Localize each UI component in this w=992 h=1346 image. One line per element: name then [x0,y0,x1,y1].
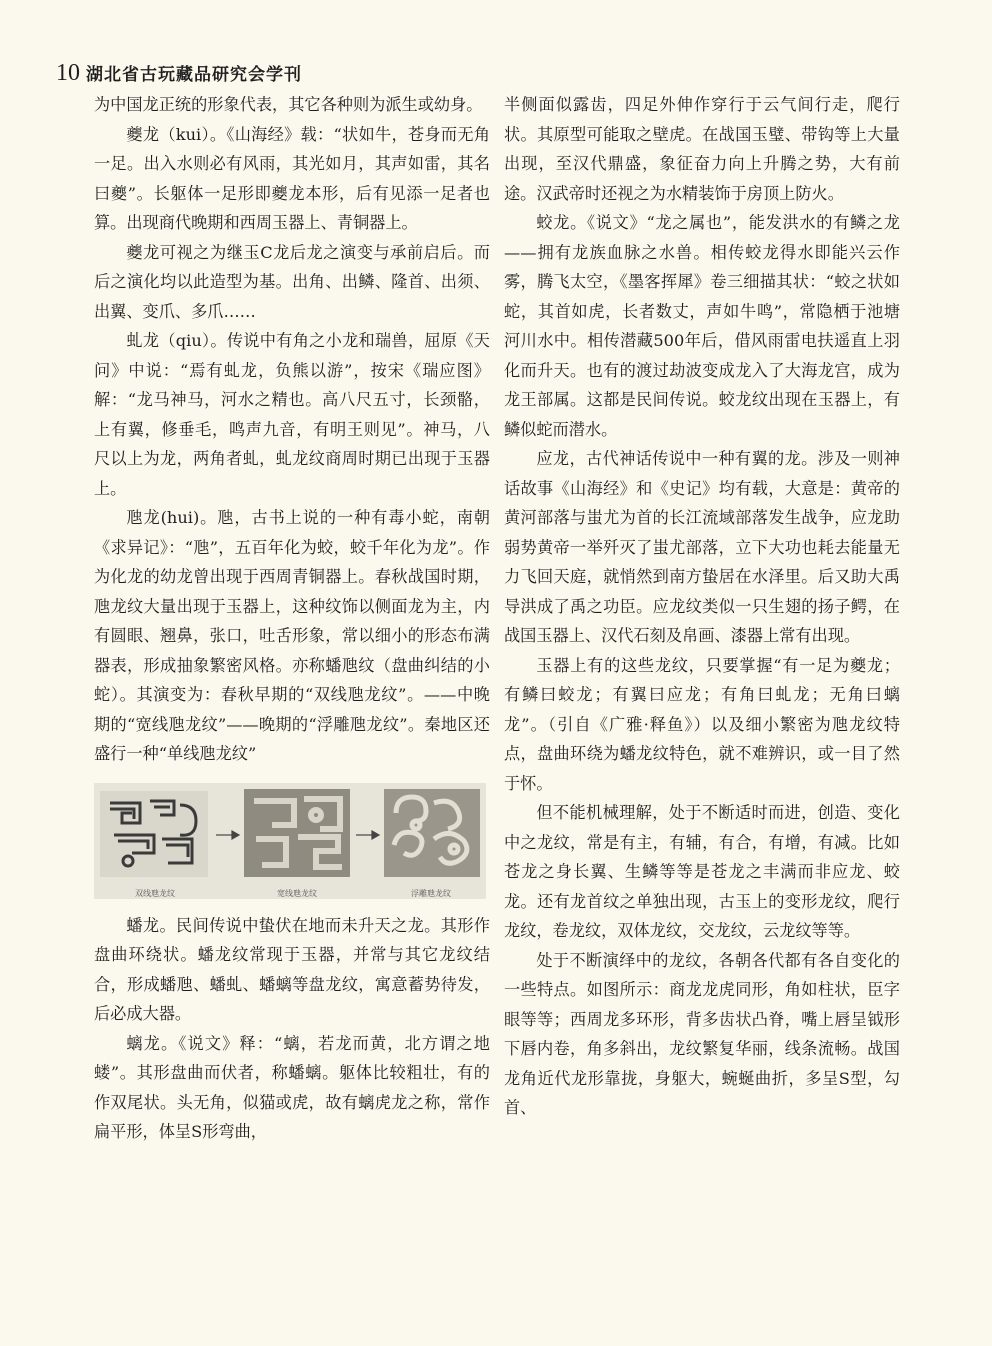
paragraph: 夔龙可视之为继玉C龙后龙之演变与承前启后。而后之演化均以此造型为基。出角、出鳞、隆首、出须、出翼、变爪、多爪…… [94,242,490,321]
arrow-icon [356,831,379,839]
page-header [56,60,302,87]
paragraph: 处于不断演绎中的龙纹，各朝各代都有各自变化的一些特点。如图所示：商龙龙虎同形，角如柱状，臣字眼等等；西周龙多环形，背多齿状凸脊，嘴上唇呈钺形下唇内卷，角多斜出，龙纹繁复华丽，线条流畅。战国龙角近代龙形靠拢，身躯大，蜿蜒曲折，多呈S型，勾首、 [504,950,900,1117]
page-number: 10 [56,60,80,86]
paragraph: 螭龙。《说文》释：“螭，若龙而黄，北方谓之地蝼”。其形盘曲而伏者，称蟠螭。躯体比较粗壮，有的作双尾状。头无角，似猫或虎，故有螭虎龙之称，常作扁平形，体呈S形弯曲， [94,1033,490,1141]
paragraph: 虬龙（qiu）。传说中有角之小龙和瑞兽，屈原《天问》中说：“焉有虬龙，负熊以游”，按宋《瑞应图》解：“龙马神马，河水之精也。高八尺五寸，长颈骼，上有翼，修垂毛，鸣声九音，有明王则见”。神马，八尺以上为龙，两角者虬，虬龙纹商周时期已出现于玉器上。 [94,331,490,498]
dragon-pattern-figure [94,783,486,899]
paragraph: 玉器上有的这些龙纹，只要掌握“有一足为夔龙；有鳞曰蛟龙；有翼曰应龙；有角曰虬龙；无角曰螭龙”。（引自《广雅·释鱼》）以及细小繁密为虺龙纹特点，盘曲环绕为蟠龙纹特色，就不难辨识，或一目了然于怀。 [504,655,900,793]
journal-title: 湖北省古玩藏品研究会学刊 [86,65,302,85]
paragraph: 半侧面似露齿，四足外伸作穿行于云气间行走，爬行状。其原型可能取之壁虎。在战国玉璧、带钩等上大量出现，至汉代鼎盛，象征奋力向上升腾之势，大有前途。汉武帝时还视之为水精装饰于房顶上防火。 [504,95,900,203]
paragraph: 应龙，古代神话传说中一种有翼的龙。涉及一则神话故事《山海经》和《史记》均有载，大意是：黄帝的黄河部落与蚩尤为首的长江流域部落发生战争，应龙助弱势黄帝一举歼灭了蚩尤部落，立下大功也耗去能量无力飞回天庭，就悄然到南方蛰居在水泽里。后又助大禹导洪成了禹之功臣。应龙纹类似一只生翅的扬子鳄，在战国玉器上、汉代石刻及帛画、漆器上常有出现。 [504,449,900,645]
figure-caption-3: 浮雕虺龙纹 [411,888,451,898]
arrow-icon [216,831,239,839]
left-column [94,90,490,1147]
paragraph: 蟠龙。民间传说中蛰伏在地而未升天之龙。其形作盘曲环绕状。蟠龙纹常现于玉器，并常与其它龙纹结合，形成蟠虺、蟠虬、蟠螭等盘龙纹，寓意蓄势待发，后必成大器。 [94,915,490,1023]
figure-caption-2: 宽线虺龙纹 [277,888,317,898]
paragraph: 虺龙(hui)。虺，古书上说的一种有毒小蛇，南朝《求异记》：“虺”，五百年化为蛟，蛟千年化为龙”。作为化龙的幼龙曾出现于西周青铜器上。春秋战国时期，虺龙纹大量出现于玉器上，这种纹饰以侧面龙为主，内有圆眼、翘鼻，张口，吐舌形象，常以细小的形态布满器表，形成抽象繁密风格。亦称蟠虺纹（盘曲纠结的小蛇）。其演变为：春秋早期的“双线虺龙纹”。——中晚期的“宽线虺龙纹”——晚期的“浮雕虺龙纹”。秦地区还盛行一种“单线虺龙纹” [94,508,490,763]
paragraph: 但不能机械理解，处于不断适时而进，创造、变化中之龙纹，常是有主，有辅，有合，有增，有减。比如苍龙之身长翼、生鳞等等是苍龙之丰满而非应龙、蛟龙。还有龙首纹之单独出现，古玉上的变形龙纹，爬行龙纹，卷龙纹，双体龙纹，交龙纹，云龙纹等等。 [504,803,900,940]
paragraph: 蛟龙。《说文》“龙之属也”，能发洪水的有鳞之龙——拥有龙族血脉之水兽。相传蛟龙得水即能兴云作雾，腾飞太空，《墨客挥犀》卷三细描其状：“蛟之状如蛇，其首如虎，长者数丈，声如牛鸣”，常隐栖于池塘河川水中。相传潜藏500年后，借风雨雷电扶遥直上羽化而升天。也有的渡过劫波变成龙入了大海龙宫，成为龙王部属。这都是民间传说。蛟龙纹出现在玉器上，有鳞似蛇而潜水。 [504,213,900,439]
paragraph: 为中国龙正统的形象代表，其它各种则为派生或幼身。 [94,95,483,114]
paragraph: 夔龙（kui）。《山海经》载：“状如牛，苍身而无角一足。出入水则必有风雨，其光如月，其声如雷，其名曰夔”。长躯体一足形即夔龙本形，后有见添一足者也算。出现商代晚期和西周玉器上、青铜器上。 [94,124,490,232]
right-column [504,90,900,1123]
figure-caption-1: 双线虺龙纹 [135,888,175,898]
